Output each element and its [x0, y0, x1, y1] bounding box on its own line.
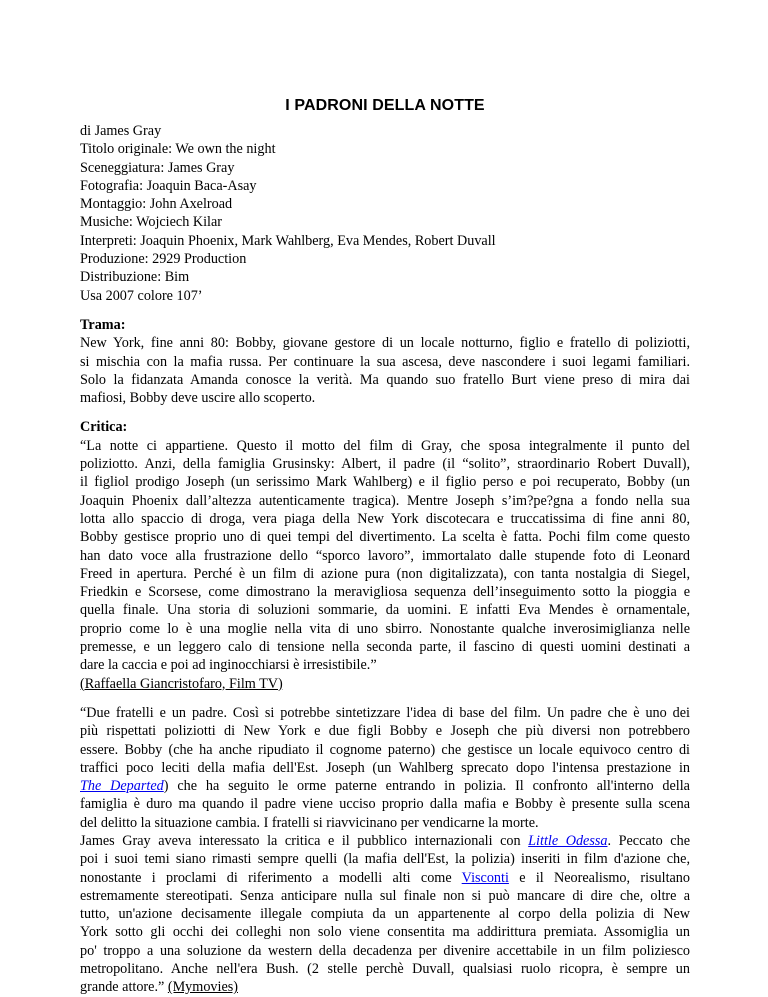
- text-line: poliziotto. Anzi, della famiglia Grusinsky: Albert, il padre (il “solito”, straordinario Robert Duvall),: [80, 456, 690, 473]
- credit-line: di James Gray: [80, 123, 162, 139]
- little-odessa-link[interactable]: Little Odessa: [528, 832, 608, 849]
- trama-paragraph: [80, 334, 690, 407]
- trama-heading: Trama:: [80, 316, 126, 333]
- text-line: del delitto la situazione cambia. I fratelli si riavvicinano per vendicarne la morte.: [80, 814, 539, 831]
- text-line: [80, 869, 690, 887]
- text-line: York sotto gli occhi dei colleghi non solo viene consentita ma addirittura premiata. Assomiglia un: [80, 924, 690, 941]
- credit-line: Distribuzione: Bim: [80, 269, 190, 286]
- text-line: lotta allo spaccio di droga, vera piaga della New York discotecara e truccatissima di fine anni 80,: [80, 510, 690, 527]
- text-line: estremamente stereotipati. Senza anticipare nulla sul finale non si può mancare di dire che, oltre a: [80, 887, 690, 904]
- text-line: il figliol prodigo Joseph (un serissimo Mark Wahlberg) e il figlio perso e poi recuperato, Bobby (un: [80, 474, 690, 491]
- text-line: Freed in apertura. Perché è un film di azione pura (non digitalizzata), con tanta nostalgia di Siegel,: [80, 565, 690, 582]
- text-fragment: James Gray aveva interessato la critica e il pubblico internazionali con: [80, 832, 529, 849]
- text-line: dare la caccia e poi ad inginocchiarsi è irresistibile.”: [80, 657, 377, 674]
- text-line: Bobby gestisce proprio uno di quei tempi del divertimento. La scelta è fatta. Pochi film come questo: [80, 529, 690, 546]
- trama-section: [80, 316, 690, 407]
- text-line: han dato voce alla frustrazione dello “sporco lavoro”, immortalato dalle stupende foto di Leonard: [80, 547, 690, 564]
- text-fragment: grande attore.”: [80, 979, 168, 996]
- text-line: [80, 832, 690, 850]
- visconti-link[interactable]: Visconti: [461, 869, 509, 886]
- text-line: [80, 777, 690, 795]
- text-line: “La notte ci appartiene. Questo il motto del film di Gray, che sposa integralmente il punto del: [80, 437, 690, 454]
- text-line: New York, fine anni 80: Bobby, giovane gestore di un locale notturno, figlio e fratello di poliziotti,: [80, 335, 690, 352]
- text-line: essere. Bobby (che ha anche ripudiato il cognome paterno) che gestisce un locale equivoco centro di: [80, 741, 690, 758]
- credit-line: Musiche: Wojciech Kilar: [80, 214, 223, 231]
- text-line: traffici poco leciti della mafia dell'Est. Joseph (un Wahlberg sprecato dopo l'intensa prestazione in: [80, 759, 690, 776]
- text-line: poi i suoi temi siano rimasti sempre quelli (la mafia dell'Est, la polizia) inseriti in film d'azione che,: [80, 851, 690, 868]
- text-line: proprio come lo è una moglie nella vita di uno sbirro. Nonostante qualche inverosimiglianza nelle: [80, 620, 690, 637]
- text-line: po' troppo a una soluzione da western della decadenza per divenire accettabile in un film poliziesco: [80, 942, 690, 959]
- critica-section: [80, 418, 690, 692]
- credit-line: Interpreti: Joaquin Phoenix, Mark Wahlberg, Eva Mendes, Robert Duvall: [80, 232, 496, 249]
- text-fragment: ) che ha seguito le orme paterne entrando in polizia. Il confronto all'interno della: [163, 778, 690, 795]
- mymovies-source: (Mymovies): [167, 979, 238, 996]
- second-review-section: [80, 704, 690, 997]
- critica-heading: Critica:: [80, 419, 128, 436]
- credit-line: Sceneggiatura: James Gray: [80, 159, 235, 176]
- credit-line: Produzione: 2929 Production: [80, 251, 247, 268]
- text-line: mafiosi, Bobby deve uscire allo scoperto.: [80, 390, 316, 407]
- credit-line: Usa 2007 colore 107’: [80, 287, 203, 304]
- credit-line: Titolo originale: We own the night: [80, 141, 276, 158]
- text-line: si mischia con la mafia russa. Per continuare la sua ascesa, deve nascondere i suoi legami familiari.: [80, 353, 690, 370]
- text-line: premesse, e un leggero calo di tensione nella seconda parte, il fascino di questi uomini destinati a: [80, 639, 690, 656]
- document-page: [80, 96, 690, 997]
- credit-line: Montaggio: John Axelroad: [80, 196, 233, 213]
- text-line: Solo la fidanzata Amanda conosce la verità. Ma quando suo fratello Burt viene preso di mira dai: [80, 371, 690, 388]
- text-line: quella finale. Una storia di soluzioni sommarie, da uomini. E infatti Eva Mendes è ornamentale,: [80, 602, 690, 619]
- text-line: più rispettati poliziotti di New York e due figli Bobby e Joseph che più diversi non potrebbero: [80, 723, 690, 740]
- text-fragment: nonostante i proclami di riferimento a modelli alti come: [80, 869, 462, 886]
- text-line: Joaquin Phoenix dall’altezza autenticamente tragica). Mentre Joseph s’im?pe?gna a fondo nella sua: [80, 492, 690, 509]
- the-departed-link[interactable]: The Departed: [80, 778, 164, 795]
- text-line: metropolitano. Anche nell'era Bush. (2 stelle perchè Duvall, qualsiasi ruolo ricopra, è sempre un: [80, 961, 690, 978]
- text-line: Friedkin e Scorsese, come dimostrano la meravigliosa sequenza dell’inseguimento sotto la pioggia e: [80, 584, 690, 601]
- credit-line: Fotografia: Joaquin Baca-Asay: [80, 177, 257, 194]
- critica-source: (Raffaella Giancristofaro, Film TV): [80, 675, 283, 692]
- text-line: famiglia è duro ma quando il padre viene ucciso proprio dalla mafia e Bobby è presente sulla scena: [80, 796, 690, 813]
- text-fragment: e il Neorealismo, risultano: [508, 869, 690, 886]
- credits-block: [80, 122, 690, 305]
- second-review-paragraph: [80, 704, 690, 997]
- page-title: I PADRONI DELLA NOTTE: [285, 97, 485, 114]
- text-line: tutto, un'azione decisamente illegale compiuta da un appartenente al corpo della polizia di New: [80, 906, 690, 923]
- text-line: “Due fratelli e un padre. Così si potrebbe sintetizzare l'idea di base del film. Un padre che è uno dei: [80, 704, 690, 721]
- text-fragment: . Peccato che: [607, 832, 690, 849]
- critica-paragraph: [80, 437, 690, 675]
